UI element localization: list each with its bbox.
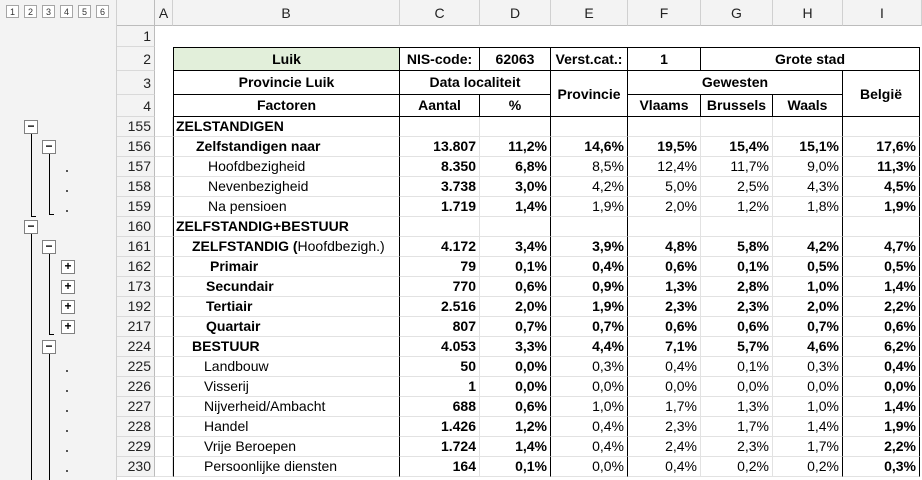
row-header[interactable]: 192 bbox=[117, 297, 155, 317]
outline-dot bbox=[66, 470, 68, 472]
value-cell-c[interactable]: 1.724 bbox=[400, 437, 480, 457]
value-cell-h[interactable]: 0,0% bbox=[773, 377, 843, 397]
value-cell-h[interactable]: 0,5% bbox=[773, 257, 843, 277]
outline-line bbox=[31, 216, 36, 217]
value-cell-g[interactable]: 5,7% bbox=[701, 337, 773, 357]
value-cell-i[interactable]: 6,2% bbox=[843, 337, 920, 357]
value-cell-f[interactable]: 1,3% bbox=[628, 277, 701, 297]
column-header-e[interactable]: E bbox=[551, 0, 628, 26]
row-header[interactable]: 161 bbox=[117, 237, 155, 257]
empty-cell[interactable] bbox=[155, 257, 173, 277]
value-cell-h[interactable]: 1,0% bbox=[773, 397, 843, 417]
nis-value-cell[interactable]: 62063 bbox=[480, 47, 551, 71]
row-label-cell[interactable]: ZELFSTANDIG+BESTUUR bbox=[173, 217, 400, 237]
empty-cell[interactable] bbox=[155, 237, 173, 257]
value-cell-h[interactable]: 1,7% bbox=[773, 437, 843, 457]
row-label-cell[interactable] bbox=[173, 237, 400, 257]
value-cell-h[interactable] bbox=[773, 217, 843, 237]
outline-level-2-button[interactable]: 2 bbox=[24, 5, 37, 18]
value-cell-c[interactable]: 3.738 bbox=[400, 177, 480, 197]
collapse-group-button[interactable]: − bbox=[42, 340, 56, 354]
outline-line bbox=[49, 334, 54, 335]
value-cell-d[interactable]: 2,0% bbox=[480, 297, 551, 317]
value-cell-f[interactable]: 5,0% bbox=[628, 177, 701, 197]
value-cell-c[interactable]: 807 bbox=[400, 317, 480, 337]
value-cell-f[interactable]: 2,4% bbox=[628, 437, 701, 457]
outline-dot bbox=[66, 190, 68, 192]
value-cell-d[interactable] bbox=[480, 217, 551, 237]
value-cell-g[interactable] bbox=[701, 117, 773, 137]
outline-line bbox=[49, 254, 50, 335]
value-cell-e[interactable]: 8,5% bbox=[551, 157, 628, 177]
select-all-corner[interactable] bbox=[117, 0, 155, 26]
row-header[interactable]: 157 bbox=[117, 157, 155, 177]
value-cell-f[interactable]: 0,6% bbox=[628, 317, 701, 337]
column-header-f[interactable]: F bbox=[628, 0, 701, 26]
row-label-cell[interactable]: Secundair bbox=[173, 277, 400, 297]
value-cell-e[interactable]: 1,0% bbox=[551, 397, 628, 417]
value-cell-c[interactable]: 79 bbox=[400, 257, 480, 277]
collapse-group-button[interactable]: − bbox=[42, 140, 56, 154]
outline-dot bbox=[66, 170, 68, 172]
empty-cell[interactable] bbox=[155, 457, 173, 477]
value-cell-g[interactable]: 11,7% bbox=[701, 157, 773, 177]
value-cell-f[interactable]: 2,3% bbox=[628, 417, 701, 437]
value-cell-g[interactable]: 1,3% bbox=[701, 397, 773, 417]
row-label-cell[interactable]: Nevenbezigheid bbox=[173, 177, 400, 197]
value-cell-h[interactable]: 1,4% bbox=[773, 417, 843, 437]
value-cell-g[interactable] bbox=[701, 217, 773, 237]
value-cell-g[interactable]: 1,2% bbox=[701, 197, 773, 217]
value-cell-g[interactable]: 0,1% bbox=[701, 357, 773, 377]
outline-dot bbox=[66, 210, 68, 212]
value-cell-c[interactable]: 770 bbox=[400, 277, 480, 297]
row-header[interactable]: 159 bbox=[117, 197, 155, 217]
empty-cell[interactable] bbox=[155, 317, 173, 337]
empty-cell[interactable] bbox=[155, 177, 173, 197]
value-cell-i[interactable]: 4,5% bbox=[843, 177, 920, 197]
row-label-cell[interactable]: Persoonlijke diensten bbox=[173, 457, 400, 477]
value-cell-d[interactable]: 3,4% bbox=[480, 237, 551, 257]
row-label-cell[interactable]: Primair bbox=[173, 257, 400, 277]
value-cell-f[interactable]: 0,4% bbox=[628, 457, 701, 477]
row-label-cell[interactable]: Nijverheid/Ambacht bbox=[173, 397, 400, 417]
value-cell-h[interactable]: 1,0% bbox=[773, 277, 843, 297]
value-cell-e[interactable]: 0,4% bbox=[551, 257, 628, 277]
outline-dot bbox=[66, 430, 68, 432]
outline-level-4-button[interactable]: 4 bbox=[60, 5, 73, 18]
value-cell-c[interactable]: 1.426 bbox=[400, 417, 480, 437]
value-cell-g[interactable]: 5,8% bbox=[701, 237, 773, 257]
vlaams-cell[interactable]: Vlaams bbox=[628, 95, 701, 117]
outline-line bbox=[31, 234, 32, 480]
value-cell-f[interactable] bbox=[628, 217, 701, 237]
value-cell-c[interactable]: 1.719 bbox=[400, 197, 480, 217]
value-cell-e[interactable]: 0,7% bbox=[551, 317, 628, 337]
row-header[interactable]: 230 bbox=[117, 457, 155, 477]
value-cell-e[interactable] bbox=[551, 117, 628, 137]
value-cell-d[interactable]: 0,7% bbox=[480, 317, 551, 337]
empty-cell[interactable] bbox=[155, 337, 173, 357]
row-label-cell[interactable]: Na pensioen bbox=[173, 197, 400, 217]
value-cell-h[interactable]: 1,8% bbox=[773, 197, 843, 217]
row-header[interactable]: 227 bbox=[117, 397, 155, 417]
waals-cell[interactable]: Waals bbox=[773, 95, 843, 117]
outline-level-1-button[interactable]: 1 bbox=[6, 5, 19, 18]
value-cell-f[interactable]: 0,0% bbox=[628, 377, 701, 397]
value-cell-f[interactable]: 19,5% bbox=[628, 137, 701, 157]
empty-cell[interactable] bbox=[155, 357, 173, 377]
row-label-cell[interactable]: Quartair bbox=[173, 317, 400, 337]
row-label-cell[interactable]: Zelfstandigen naar bbox=[173, 137, 400, 157]
row-header[interactable]: 229 bbox=[117, 437, 155, 457]
value-cell-c[interactable]: 688 bbox=[400, 397, 480, 417]
row-header[interactable]: 226 bbox=[117, 377, 155, 397]
collapse-group-button[interactable]: − bbox=[42, 240, 56, 254]
value-cell-h[interactable]: 9,0% bbox=[773, 157, 843, 177]
row-label-cell[interactable]: Handel bbox=[173, 417, 400, 437]
empty-cell[interactable] bbox=[155, 117, 173, 137]
value-cell-i[interactable]: 2,2% bbox=[843, 297, 920, 317]
value-cell-d[interactable]: 0,1% bbox=[480, 257, 551, 277]
value-cell-g[interactable]: 0,0% bbox=[701, 377, 773, 397]
value-cell-c[interactable] bbox=[400, 117, 480, 137]
value-cell-d[interactable]: 3,0% bbox=[480, 177, 551, 197]
row-header[interactable]: 158 bbox=[117, 177, 155, 197]
value-cell-i[interactable]: 0,0% bbox=[843, 377, 920, 397]
value-cell-c[interactable]: 2.516 bbox=[400, 297, 480, 317]
value-cell-h[interactable]: 4,6% bbox=[773, 337, 843, 357]
value-cell-f[interactable]: 0,6% bbox=[628, 257, 701, 277]
row-header[interactable]: 160 bbox=[117, 217, 155, 237]
outline-line bbox=[49, 354, 50, 480]
grote-stad-cell[interactable]: Grote stad bbox=[701, 47, 920, 71]
value-cell-g[interactable]: 2,8% bbox=[701, 277, 773, 297]
value-cell-d[interactable]: 11,2% bbox=[480, 137, 551, 157]
column-header-i[interactable]: I bbox=[843, 0, 922, 26]
value-cell-i[interactable]: 0,5% bbox=[843, 257, 920, 277]
value-cell-e[interactable]: 0,3% bbox=[551, 357, 628, 377]
value-cell-e[interactable]: 4,2% bbox=[551, 177, 628, 197]
value-cell-d[interactable]: 0,6% bbox=[480, 397, 551, 417]
row-label-cell[interactable]: Vrije Beroepen bbox=[173, 437, 400, 457]
value-cell-f[interactable] bbox=[628, 117, 701, 137]
empty-cell[interactable] bbox=[155, 197, 173, 217]
value-cell-h[interactable]: 0,7% bbox=[773, 317, 843, 337]
outline-line bbox=[49, 214, 54, 215]
value-cell-e[interactable]: 3,9% bbox=[551, 237, 628, 257]
value-cell-c[interactable]: 4.053 bbox=[400, 337, 480, 357]
column-header-a[interactable]: A bbox=[155, 0, 173, 26]
value-cell-f[interactable]: 1,7% bbox=[628, 397, 701, 417]
row-label-cell[interactable]: ZELSTANDIGEN bbox=[173, 117, 400, 137]
row-header[interactable]: 4 bbox=[117, 95, 155, 117]
value-cell-f[interactable]: 4,8% bbox=[628, 237, 701, 257]
verst-value-cell[interactable]: 1 bbox=[628, 47, 701, 71]
collapse-group-button[interactable]: − bbox=[24, 120, 38, 134]
value-cell-i[interactable]: 11,3% bbox=[843, 157, 920, 177]
outline-dot bbox=[66, 410, 68, 412]
nis-label-cell[interactable]: NIS-code: bbox=[400, 47, 480, 71]
value-cell-i[interactable]: 0,3% bbox=[843, 457, 920, 477]
expand-group-button[interactable]: + bbox=[61, 320, 75, 334]
row-header[interactable]: 2 bbox=[117, 47, 155, 71]
outline-dot bbox=[66, 370, 68, 372]
value-cell-f[interactable]: 2,0% bbox=[628, 197, 701, 217]
value-cell-d[interactable]: 0,6% bbox=[480, 277, 551, 297]
value-cell-d[interactable]: 1,4% bbox=[480, 437, 551, 457]
pct-cell[interactable]: % bbox=[480, 95, 551, 117]
outline-level-6-button[interactable]: 6 bbox=[96, 5, 109, 18]
value-cell-c[interactable] bbox=[400, 217, 480, 237]
row-header[interactable]: 228 bbox=[117, 417, 155, 437]
value-cell-i[interactable]: 0,6% bbox=[843, 317, 920, 337]
row-label-cell[interactable]: BESTUUR bbox=[173, 337, 400, 357]
row-label-cell[interactable]: Hoofdbezigheid bbox=[173, 157, 400, 177]
value-cell-i[interactable]: 0,4% bbox=[843, 357, 920, 377]
value-cell-g[interactable]: 2,3% bbox=[701, 437, 773, 457]
empty-cell[interactable] bbox=[155, 397, 173, 417]
aantal-cell[interactable]: Aantal bbox=[400, 95, 480, 117]
value-cell-d[interactable]: 1,4% bbox=[480, 197, 551, 217]
value-cell-i[interactable]: 1,9% bbox=[843, 197, 920, 217]
value-cell-e[interactable]: 4,4% bbox=[551, 337, 628, 357]
outline-line bbox=[49, 154, 50, 215]
value-cell-i[interactable] bbox=[843, 117, 920, 137]
empty-cell[interactable] bbox=[155, 157, 173, 177]
value-cell-g[interactable]: 1,7% bbox=[701, 417, 773, 437]
value-cell-g[interactable]: 0,2% bbox=[701, 457, 773, 477]
expand-group-button[interactable]: + bbox=[61, 260, 75, 274]
row-header[interactable]: 173 bbox=[117, 277, 155, 297]
luik-cell[interactable]: Luik bbox=[173, 47, 400, 71]
outline-dot bbox=[66, 390, 68, 392]
row-header[interactable]: 225 bbox=[117, 357, 155, 377]
value-cell-i[interactable]: 2,2% bbox=[843, 437, 920, 457]
row-header[interactable]: 155 bbox=[117, 117, 155, 137]
empty-cell[interactable] bbox=[155, 137, 173, 157]
value-cell-f[interactable]: 2,3% bbox=[628, 297, 701, 317]
value-cell-i[interactable]: 1,4% bbox=[843, 277, 920, 297]
value-cell-e[interactable]: 1,9% bbox=[551, 297, 628, 317]
value-cell-e[interactable] bbox=[551, 217, 628, 237]
value-cell-e[interactable]: 0,0% bbox=[551, 457, 628, 477]
value-cell-i[interactable]: 1,4% bbox=[843, 397, 920, 417]
row-label-cell[interactable]: Landbouw bbox=[173, 357, 400, 377]
row-header[interactable]: 217 bbox=[117, 317, 155, 337]
value-cell-d[interactable]: 0,0% bbox=[480, 357, 551, 377]
value-cell-d[interactable]: 6,8% bbox=[480, 157, 551, 177]
outline-dot bbox=[66, 450, 68, 452]
value-cell-f[interactable]: 12,4% bbox=[628, 157, 701, 177]
gewesten-cell[interactable]: Gewesten bbox=[628, 71, 843, 95]
outline-line bbox=[31, 134, 32, 217]
column-header-h[interactable]: H bbox=[773, 0, 843, 26]
expand-group-button[interactable]: + bbox=[61, 280, 75, 294]
value-cell-e[interactable]: 1,9% bbox=[551, 197, 628, 217]
value-cell-i[interactable]: 4,7% bbox=[843, 237, 920, 257]
empty-cell[interactable] bbox=[155, 277, 173, 297]
data-localiteit-cell[interactable]: Data localiteit bbox=[400, 71, 551, 95]
value-cell-h[interactable]: 4,2% bbox=[773, 237, 843, 257]
value-cell-e[interactable]: 0,4% bbox=[551, 417, 628, 437]
empty-cell[interactable] bbox=[155, 297, 173, 317]
value-cell-d[interactable]: 0,1% bbox=[480, 457, 551, 477]
value-cell-c[interactable]: 13.807 bbox=[400, 137, 480, 157]
row-label-cell[interactable]: Visserij bbox=[173, 377, 400, 397]
value-cell-c[interactable]: 1 bbox=[400, 377, 480, 397]
provincie-header-cell[interactable]: Provincie bbox=[551, 71, 628, 117]
column-header-c[interactable]: C bbox=[400, 0, 480, 26]
value-cell-h[interactable]: 0,2% bbox=[773, 457, 843, 477]
value-cell-d[interactable]: 3,3% bbox=[480, 337, 551, 357]
row-header[interactable]: 3 bbox=[117, 71, 155, 95]
value-cell-g[interactable]: 0,1% bbox=[701, 257, 773, 277]
value-cell-e[interactable]: 0,4% bbox=[551, 437, 628, 457]
value-cell-d[interactable] bbox=[480, 117, 551, 137]
value-cell-g[interactable]: 15,4% bbox=[701, 137, 773, 157]
row-label-cell[interactable]: Tertiair bbox=[173, 297, 400, 317]
value-cell-c[interactable]: 164 bbox=[400, 457, 480, 477]
value-cell-e[interactable]: 14,6% bbox=[551, 137, 628, 157]
row-header[interactable]: 224 bbox=[117, 337, 155, 357]
value-cell-g[interactable]: 2,5% bbox=[701, 177, 773, 197]
value-cell-c[interactable]: 50 bbox=[400, 357, 480, 377]
value-cell-c[interactable]: 8.350 bbox=[400, 157, 480, 177]
value-cell-h[interactable]: 0,3% bbox=[773, 357, 843, 377]
outline-gutter bbox=[0, 0, 117, 480]
value-cell-d[interactable]: 0,0% bbox=[480, 377, 551, 397]
value-cell-e[interactable]: 0,9% bbox=[551, 277, 628, 297]
belgie-header-cell[interactable]: België bbox=[843, 71, 920, 117]
value-cell-h[interactable]: 15,1% bbox=[773, 137, 843, 157]
value-cell-c[interactable]: 4.172 bbox=[400, 237, 480, 257]
value-cell-d[interactable]: 1,2% bbox=[480, 417, 551, 437]
row-label-text: ZELFSTANDIG ( bbox=[192, 238, 298, 254]
column-header-g[interactable]: G bbox=[701, 0, 773, 26]
value-cell-g[interactable]: 0,6% bbox=[701, 317, 773, 337]
value-cell-f[interactable]: 7,1% bbox=[628, 337, 701, 357]
outline-level-5-button[interactable]: 5 bbox=[78, 5, 91, 18]
value-cell-f[interactable]: 0,4% bbox=[628, 357, 701, 377]
collapse-group-button[interactable]: − bbox=[24, 220, 38, 234]
row-header[interactable]: 1 bbox=[117, 26, 155, 47]
empty-cell[interactable] bbox=[155, 437, 173, 457]
column-header-b[interactable]: B bbox=[173, 0, 400, 26]
verst-label-cell[interactable]: Verst.cat.: bbox=[551, 47, 628, 71]
value-cell-h[interactable]: 2,0% bbox=[773, 297, 843, 317]
value-cell-h[interactable] bbox=[773, 117, 843, 137]
value-cell-i[interactable] bbox=[843, 217, 920, 237]
outline-level-3-button[interactable]: 3 bbox=[42, 5, 55, 18]
value-cell-e[interactable]: 0,0% bbox=[551, 377, 628, 397]
value-cell-i[interactable]: 1,9% bbox=[843, 417, 920, 437]
empty-cell[interactable] bbox=[155, 217, 173, 237]
provincie-luik-cell[interactable]: Provincie Luik bbox=[173, 71, 400, 95]
column-header-d[interactable]: D bbox=[480, 0, 551, 26]
factoren-cell[interactable]: Factoren bbox=[173, 95, 400, 117]
empty-cell[interactable] bbox=[155, 417, 173, 437]
value-cell-g[interactable]: 2,3% bbox=[701, 297, 773, 317]
row-header[interactable]: 156 bbox=[117, 137, 155, 157]
row-header[interactable]: 162 bbox=[117, 257, 155, 277]
value-cell-i[interactable]: 17,6% bbox=[843, 137, 920, 157]
empty-cell[interactable] bbox=[155, 377, 173, 397]
expand-group-button[interactable]: + bbox=[61, 300, 75, 314]
brussels-cell[interactable]: Brussels bbox=[701, 95, 773, 117]
value-cell-h[interactable]: 4,3% bbox=[773, 177, 843, 197]
row-label-suffix: Hoofdbezigh.) bbox=[297, 238, 385, 254]
